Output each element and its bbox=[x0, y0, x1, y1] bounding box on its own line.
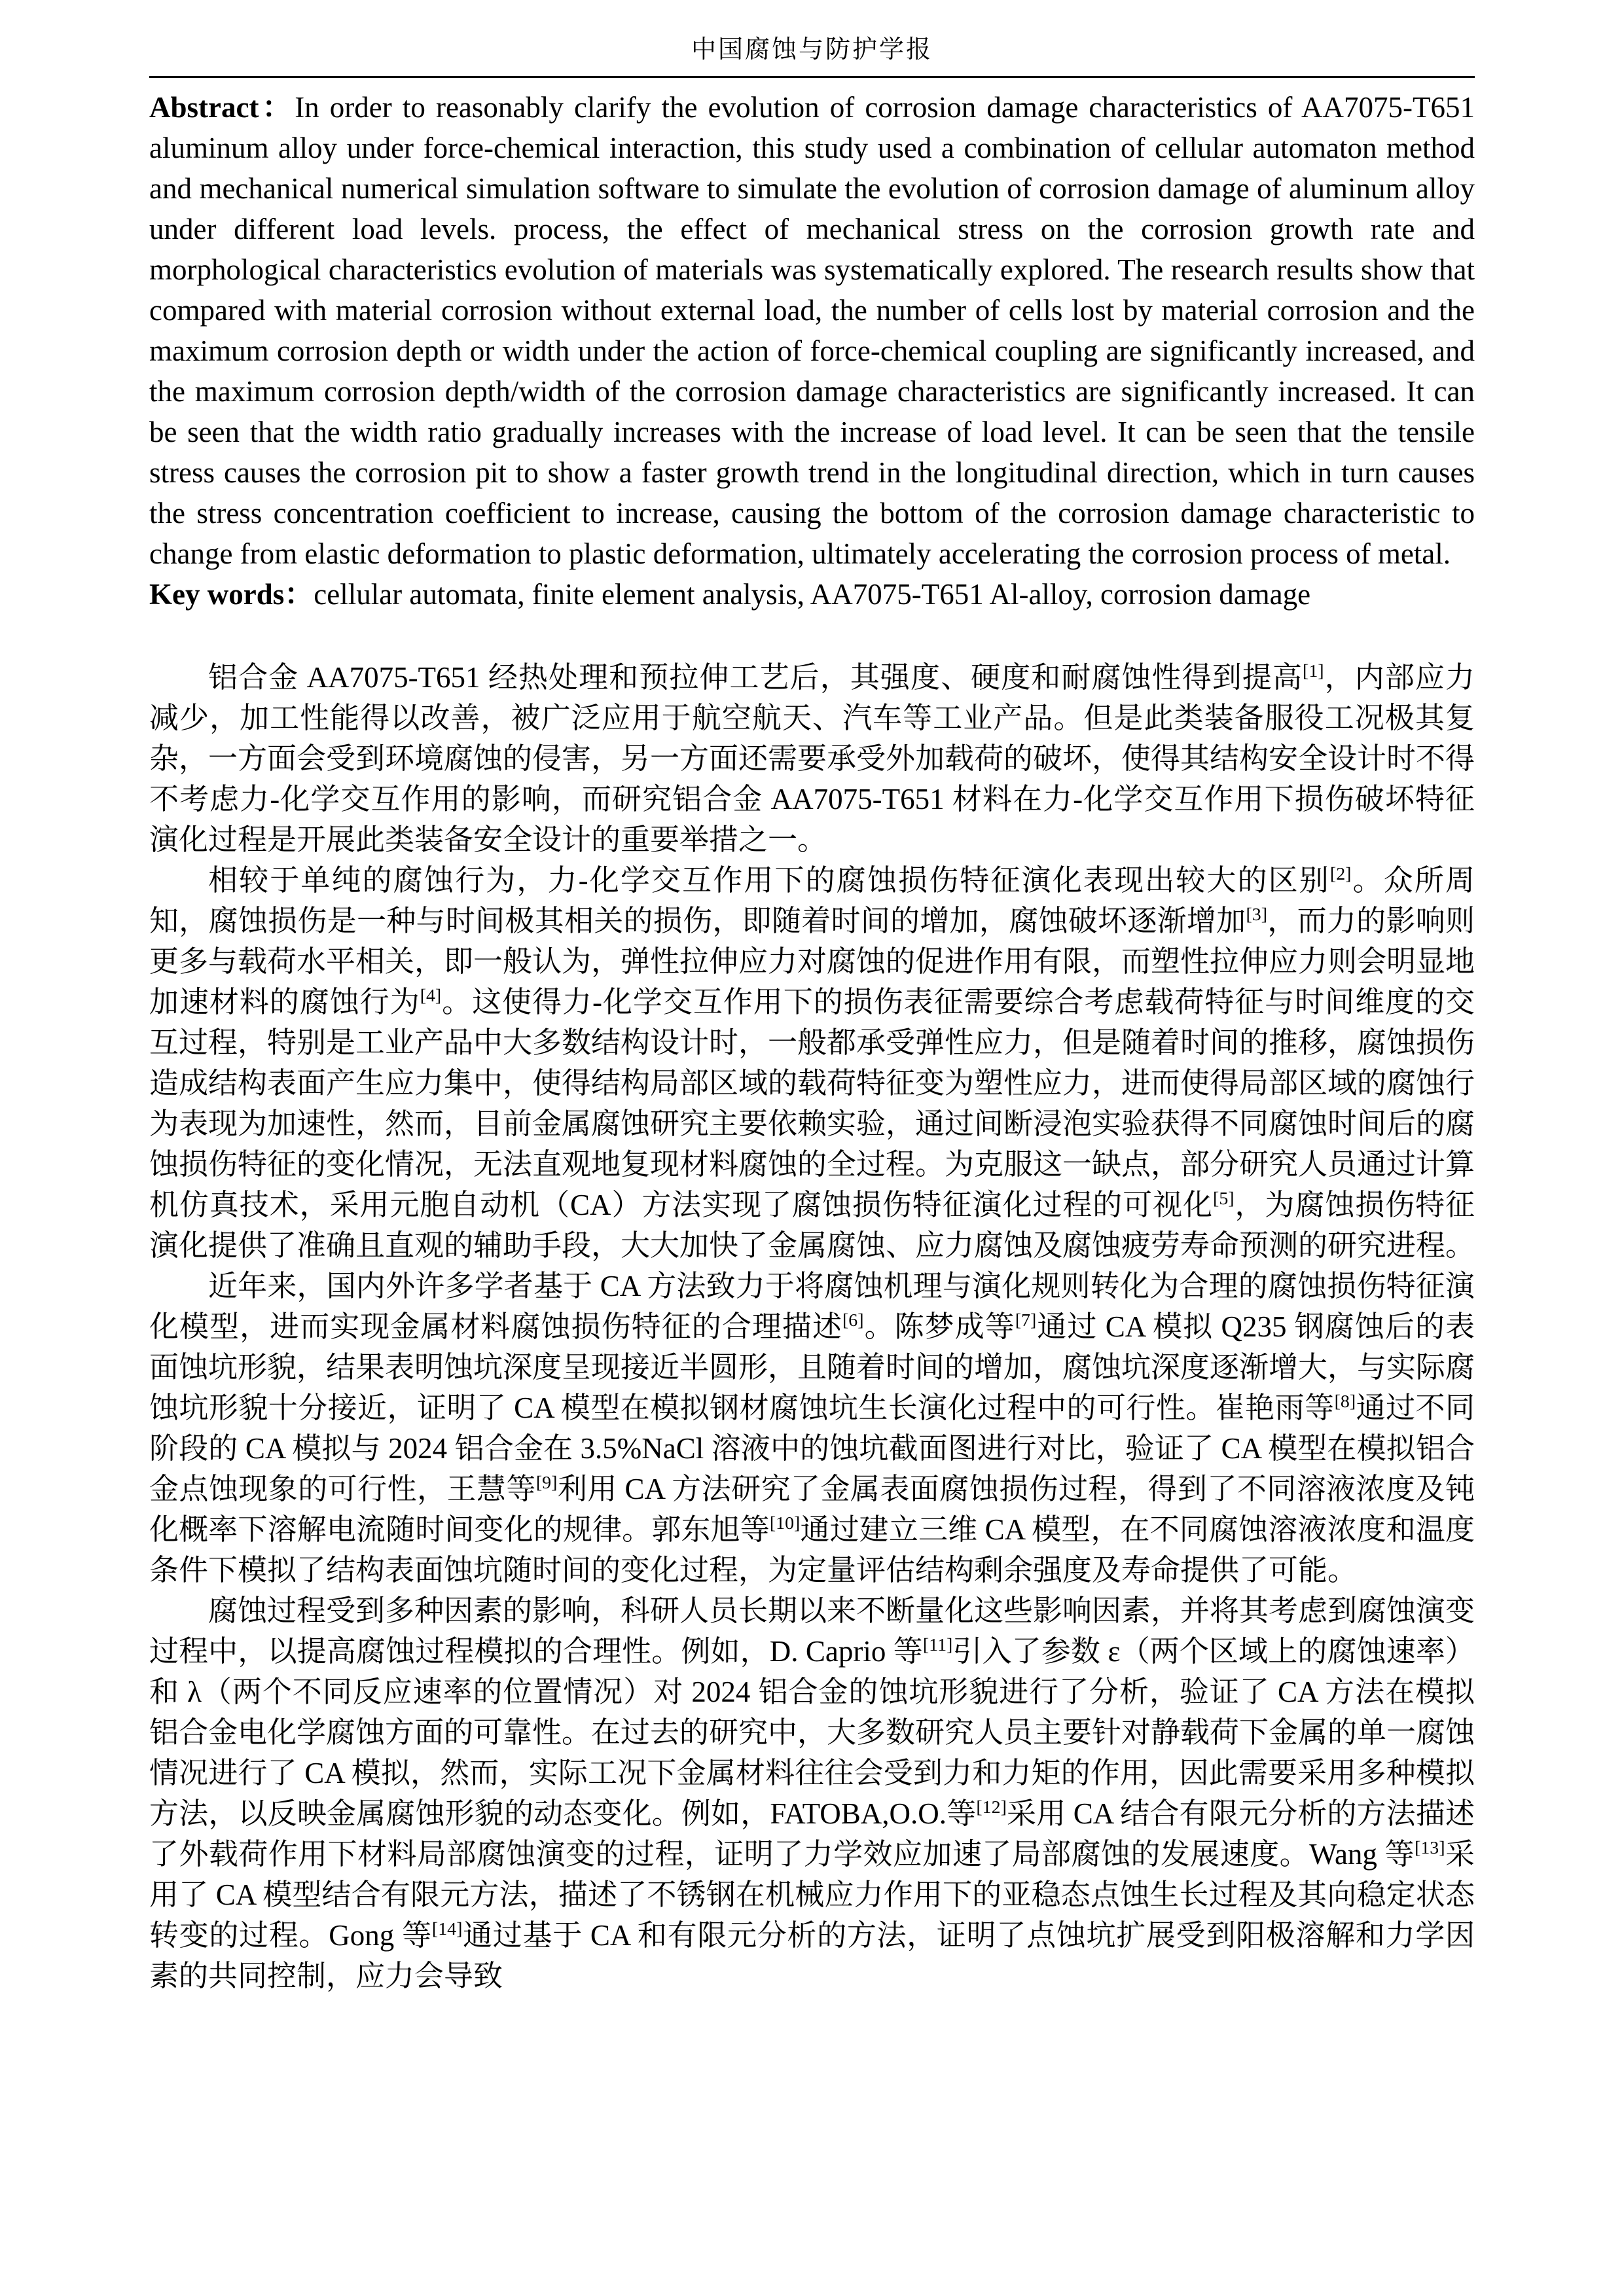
reference-marker: [3] bbox=[1246, 905, 1267, 925]
body-text-segment: 。陈梦成等 bbox=[863, 1310, 1015, 1343]
reference-marker: [4] bbox=[420, 986, 442, 1006]
abstract-paragraph bbox=[149, 87, 1475, 574]
body-text-segment: 通过不同阶段的 CA 模拟与 2024 铝合金在 3.5%NaCl 溶液中的蚀坑截面图进行对比，验证了 CA 模型在模拟铝合金点蚀现象的可行性，王慧等 bbox=[149, 1391, 1475, 1505]
reference-marker: [5] bbox=[1213, 1189, 1235, 1209]
keywords-text: cellular automata, finite element analysis, AA7075-T651 Al-alloy, corrosion damage bbox=[314, 578, 1311, 611]
body-text-segment: 采用了 CA 模型结合有限元方法，描述了不锈钢在机械应力作用下的亚稳态点蚀生长过程及其向稳定状态转变的过程。Gong 等 bbox=[149, 1838, 1475, 1952]
reference-marker: [2] bbox=[1329, 864, 1352, 884]
reference-marker: [11] bbox=[922, 1635, 953, 1655]
body-text-segment: 。众所周知，腐蚀损伤是一种与时间极其相关的损伤，即随着时间的增加，腐蚀破坏逐渐增加 bbox=[149, 864, 1475, 937]
body-text-segment: 铝合金 AA7075-T651 经热处理和预拉伸工艺后，其强度、硬度和耐腐蚀性得到提高 bbox=[208, 661, 1303, 694]
body-paragraph-1 bbox=[149, 657, 1475, 860]
body-text-segment: 近年来，国内外许多学者基于 CA 方法致力于将腐蚀机理与演化规则转化为合理的腐蚀损伤特征演化模型，进而实现金属材料腐蚀损伤特征的合理描述 bbox=[149, 1270, 1475, 1343]
reference-marker: [7] bbox=[1015, 1310, 1037, 1331]
reference-marker: [12] bbox=[976, 1797, 1007, 1818]
keywords-label: Key words： bbox=[149, 578, 314, 611]
body-paragraph-3 bbox=[149, 1266, 1475, 1590]
reference-marker: [9] bbox=[535, 1473, 558, 1493]
abstract-label: Abstract： bbox=[149, 91, 295, 124]
body-text-segment: ，而力的影响则更多与载荷水平相关，即一般认为，弹性拉伸应力对腐蚀的促进作用有限，而塑性拉伸应力则会明显地加速材料的腐蚀行为 bbox=[149, 905, 1475, 1018]
abstract-text: In order to reasonably clarify the evolution of corrosion damage characteristics of AA7075-T651 aluminum alloy under force-chemical interaction, this study used a combination of cellular automaton method and mechanical numerical simulation software to simulate the evolution of corrosion damage of aluminum alloy under different load levels. process, the effect of mechanical stress on the corrosion growth rate and morphological characteristics evolution of materials was systematically explored. The research results show that compared with material corrosion without external load, the number of cells lost by material corrosion and the maximum corrosion depth or width under the action of force-chemical coupling are significantly increased, and the maximum corrosion depth/width of the corrosion damage characteristics are significantly increased. It can be seen that the width ratio gradually increases with the increase of load level. It can be seen that the tensile stress causes the corrosion pit to show a faster growth trend in the longitudinal direction, which in turn causes the stress concentration coefficient to increase, causing the bottom of the corrosion damage characteristic to change from elastic deformation to plastic deformation, ultimately accelerating the corrosion process of metal. bbox=[149, 91, 1475, 570]
body-paragraph-2 bbox=[149, 860, 1475, 1266]
body-paragraph-4 bbox=[149, 1590, 1475, 1996]
body-text-segment: 通过基于 CA 和有限元分析的方法，证明了点蚀坑扩展受到阳极溶解和力学因素的共同控制，应力会导致 bbox=[149, 1919, 1475, 1992]
body-text-segment: 采用 CA 结合有限元分析的方法描述了外载荷作用下材料局部腐蚀演变的过程，证明了力学效应加速了局部腐蚀的发展速度。Wang 等 bbox=[149, 1797, 1475, 1871]
reference-marker: [14] bbox=[431, 1919, 463, 1939]
page-header bbox=[149, 34, 1475, 78]
reference-marker: [13] bbox=[1415, 1838, 1445, 1858]
reference-marker: [8] bbox=[1334, 1391, 1356, 1412]
journal-title: 中国腐蚀与防护学报 bbox=[691, 36, 933, 63]
body-text-segment: 相较于单纯的腐蚀行为，力-化学交互作用下的腐蚀损伤特征演化表现出较大的区别 bbox=[208, 864, 1330, 897]
keywords-paragraph bbox=[149, 574, 1475, 615]
reference-marker: [6] bbox=[842, 1310, 864, 1331]
reference-marker: [10] bbox=[769, 1513, 801, 1534]
page-content bbox=[149, 87, 1475, 1996]
body-text-segment: 引入了参数 ε（两个区域上的腐蚀速率）和 λ（两个不同反应速率的位置情况）对 2024 铝合金的蚀坑形貌进行了分析，验证了 CA 方法在模拟铝合金电化学腐蚀方面的可靠性。在过去的研究中，大多数研究人员主要针对静载荷下金属的单一腐蚀情况进行了 CA 模拟，然而，实际工况下金属材料往往会受到力和力矩的作用，因此需要采用多种模拟方法，以反映金属腐蚀形貌的动态变化。例如，FATOBA,O.O.等 bbox=[149, 1635, 1475, 1830]
body-text-segment: 利用 CA 方法研究了金属表面腐蚀损伤过程，得到了不同溶液浓度及钝化概率下溶解电流随时间变化的规律。郭东旭等 bbox=[149, 1473, 1475, 1546]
body-text-segment: 通过 CA 模拟 Q235 钢腐蚀后的表面蚀坑形貌，结果表明蚀坑深度呈现接近半圆形，且随着时间的增加，腐蚀坑深度逐渐增大，与实际腐蚀坑形貌十分接近，证明了 CA 模型在模拟钢材腐蚀坑生长演化过程中的可行性。崔艳雨等 bbox=[149, 1310, 1475, 1424]
header-rule bbox=[149, 76, 1475, 78]
body-text-segment: ，内部应力减少，加工性能得以改善，被广泛应用于航空航天、汽车等工业产品。但是此类装备服役工况极其复杂，一方面会受到环境腐蚀的侵害，另一方面还需要承受外加载荷的破坏，使得其结构安全设计时不得不考虑力-化学交互作用的影响，而研究铝合金 AA7075-T651 材料在力-化学交互作用下损伤破坏特征演化过程是开展此类装备安全设计的重要举措之一。 bbox=[149, 661, 1475, 856]
body-text-segment: 。这使得力-化学交互作用下的损伤表征需要综合考虑载荷特征与时间维度的交互过程，特别是工业产品中大多数结构设计时，一般都承受弹性应力，但是随着时间的推移，腐蚀损伤造成结构表面产生应力集中，使得结构局部区域的载荷特征变为塑性应力，进而使得局部区域的腐蚀行为表现为加速性，然而，目前金属腐蚀研究主要依赖实验，通过间断浸泡实验获得不同腐蚀时间后的腐蚀损伤特征的变化情况，无法直观地复现材料腐蚀的全过程。为克服这一缺点，部分研究人员通过计算机仿真技术，采用元胞自动机（CA）方法实现了腐蚀损伤特征演化过程的可视化 bbox=[149, 986, 1475, 1221]
body-text-segment: ，为腐蚀损伤特征演化提供了准确且直观的辅助手段，大大加快了金属腐蚀、应力腐蚀及腐蚀疲劳寿命预测的研究进程。 bbox=[149, 1189, 1475, 1262]
body-text bbox=[149, 657, 1475, 1996]
body-text-segment: 通过建立三维 CA 模型，在不同腐蚀溶液浓度和温度条件下模拟了结构表面蚀坑随时间的变化过程，为定量评估结构剩余强度及寿命提供了可能。 bbox=[149, 1513, 1475, 1587]
body-text-segment: 腐蚀过程受到多种因素的影响，科研人员长期以来不断量化这些影响因素，并将其考虑到腐蚀演变过程中，以提高腐蚀过程模拟的合理性。例如，D. Caprio 等 bbox=[149, 1594, 1475, 1668]
reference-marker: [1] bbox=[1303, 661, 1324, 681]
